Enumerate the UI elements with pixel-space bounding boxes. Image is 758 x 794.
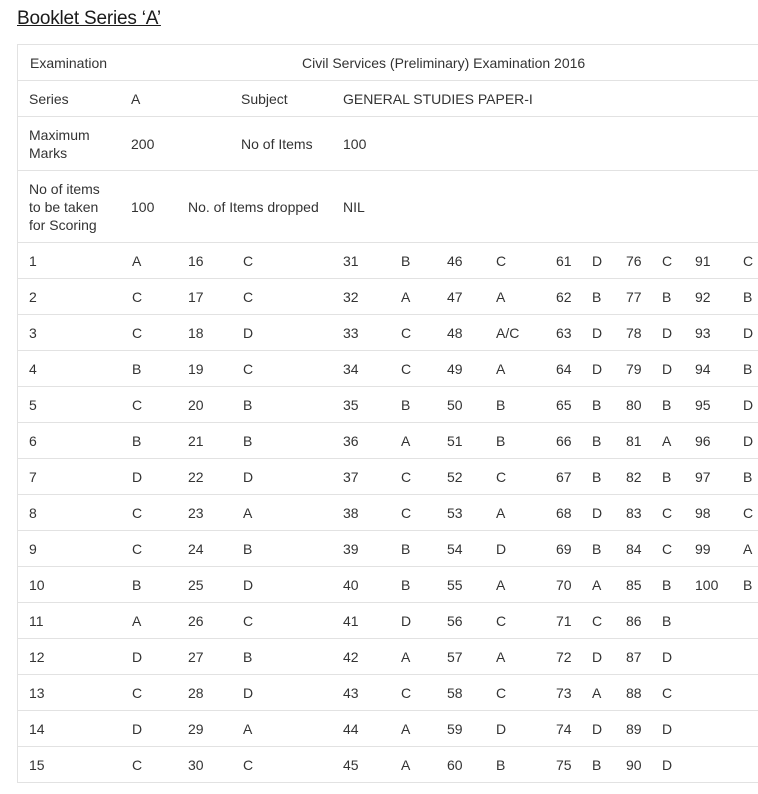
answer-key: B	[132, 577, 142, 593]
answer-key: B	[662, 397, 672, 413]
question-number: 18	[188, 325, 204, 341]
question-number: 44	[343, 721, 359, 737]
answer-key: A	[401, 649, 411, 665]
table-row	[18, 639, 758, 675]
answer-key: D	[592, 325, 603, 341]
question-number: 80	[626, 397, 642, 413]
answer-key: B	[401, 577, 411, 593]
answer-key: D	[743, 397, 754, 413]
items-label: No of Items	[241, 136, 313, 152]
answer-key: C	[132, 685, 143, 701]
answer-key: B	[496, 757, 506, 773]
question-number: 16	[188, 253, 204, 269]
answer-key: B	[592, 757, 602, 773]
answer-key: D	[592, 505, 603, 521]
question-number: 15	[29, 757, 45, 773]
question-number: 37	[343, 469, 359, 485]
answer-key: A	[496, 289, 506, 305]
answer-key: B	[132, 361, 142, 377]
answer-key: A	[243, 505, 253, 521]
question-number: 96	[695, 433, 711, 449]
answer-key: C	[662, 253, 673, 269]
question-number: 13	[29, 685, 45, 701]
table-row	[18, 423, 758, 459]
question-number: 25	[188, 577, 204, 593]
table-row	[18, 711, 758, 747]
question-number: 28	[188, 685, 204, 701]
answer-key: C	[496, 253, 507, 269]
question-number: 10	[29, 577, 45, 593]
answer-key: B	[496, 433, 506, 449]
question-number: 57	[447, 649, 463, 665]
question-number: 92	[695, 289, 711, 305]
question-number: 17	[188, 289, 204, 305]
answer-key: D	[243, 685, 254, 701]
answer-key: D	[132, 721, 143, 737]
question-number: 5	[29, 397, 37, 413]
answer-key: B	[592, 433, 602, 449]
table-row	[18, 351, 758, 387]
question-number: 30	[188, 757, 204, 773]
question-number: 51	[447, 433, 463, 449]
dropped-value: NIL	[343, 199, 365, 215]
question-number: 90	[626, 757, 642, 773]
answer-key: C	[243, 289, 254, 305]
answer-key-table	[17, 44, 758, 783]
answer-key: B	[243, 541, 253, 557]
answer-key: C	[401, 325, 412, 341]
question-number: 86	[626, 613, 642, 629]
answer-key: B	[496, 397, 506, 413]
answer-key: C	[243, 361, 254, 377]
answer-key: D	[743, 433, 754, 449]
question-number: 54	[447, 541, 463, 557]
question-number: 35	[343, 397, 359, 413]
answer-key: B	[132, 433, 142, 449]
answer-key: A	[401, 757, 411, 773]
question-number: 43	[343, 685, 359, 701]
question-number: 26	[188, 613, 204, 629]
answer-key: C	[662, 541, 673, 557]
series-row	[18, 81, 758, 117]
answer-key: D	[662, 721, 673, 737]
question-number: 53	[447, 505, 463, 521]
question-number: 72	[556, 649, 572, 665]
answer-key: C	[496, 469, 507, 485]
answer-key: C	[496, 685, 507, 701]
answer-key: B	[243, 397, 253, 413]
dropped-label: No. of Items dropped	[188, 199, 319, 215]
question-number: 31	[343, 253, 359, 269]
table-row	[18, 495, 758, 531]
question-number: 85	[626, 577, 642, 593]
subject-label: Subject	[241, 91, 288, 107]
table-row	[18, 459, 758, 495]
question-number: 14	[29, 721, 45, 737]
question-number: 77	[626, 289, 642, 305]
question-number: 36	[343, 433, 359, 449]
answer-key: D	[662, 325, 673, 341]
answer-key: B	[401, 541, 411, 557]
question-number: 42	[343, 649, 359, 665]
answer-key: C	[132, 397, 143, 413]
question-number: 55	[447, 577, 463, 593]
question-number: 29	[188, 721, 204, 737]
answer-key: A	[401, 289, 411, 305]
max-marks-label: Maximum Marks	[29, 127, 90, 161]
answer-key: C	[243, 253, 254, 269]
question-number: 67	[556, 469, 572, 485]
answer-key: B	[743, 469, 753, 485]
question-number: 49	[447, 361, 463, 377]
table-row	[18, 387, 758, 423]
answer-key: D	[592, 721, 603, 737]
question-number: 70	[556, 577, 572, 593]
table-row	[18, 675, 758, 711]
answer-key: D	[592, 649, 603, 665]
answer-key: C	[662, 505, 673, 521]
question-number: 38	[343, 505, 359, 521]
answer-key: B	[743, 361, 753, 377]
question-number: 91	[695, 253, 711, 269]
scoring-row	[18, 171, 758, 243]
question-number: 98	[695, 505, 711, 521]
answer-key: B	[662, 289, 672, 305]
question-number: 27	[188, 649, 204, 665]
answer-key: A	[401, 721, 411, 737]
answer-key: C	[132, 505, 143, 521]
answer-key: B	[662, 577, 672, 593]
answer-key: B	[243, 649, 253, 665]
answer-key: B	[743, 577, 753, 593]
question-number: 78	[626, 325, 642, 341]
scoring-value: 100	[131, 199, 155, 215]
question-number: 95	[695, 397, 711, 413]
question-number: 82	[626, 469, 642, 485]
answer-key: D	[132, 649, 143, 665]
question-number: 19	[188, 361, 204, 377]
answer-key: C	[496, 613, 507, 629]
question-number: 21	[188, 433, 204, 449]
answer-key: B	[243, 433, 253, 449]
exam-row	[18, 45, 758, 81]
page-title: Booklet Series ‘A’	[17, 8, 161, 29]
question-number: 74	[556, 721, 572, 737]
answer-key: A	[496, 649, 506, 665]
answer-key: B	[592, 469, 602, 485]
items-value: 100	[343, 136, 367, 152]
answer-key: A	[592, 685, 602, 701]
question-number: 1	[29, 253, 37, 269]
question-number: 89	[626, 721, 642, 737]
question-number: 66	[556, 433, 572, 449]
question-number: 88	[626, 685, 642, 701]
question-number: 22	[188, 469, 204, 485]
question-number: 3	[29, 325, 37, 341]
answer-key: A	[496, 361, 506, 377]
question-number: 84	[626, 541, 642, 557]
marks-row	[18, 117, 758, 171]
question-number: 23	[188, 505, 204, 521]
question-number: 45	[343, 757, 359, 773]
question-number: 52	[447, 469, 463, 485]
answer-key: D	[243, 469, 254, 485]
answer-key: D	[662, 649, 673, 665]
question-number: 8	[29, 505, 37, 521]
max-marks-value: 200	[131, 136, 155, 152]
answer-key: A	[496, 577, 506, 593]
question-number: 97	[695, 469, 711, 485]
answer-key: B	[401, 397, 411, 413]
answer-key: D	[662, 361, 673, 377]
answer-key: A	[592, 577, 602, 593]
table-row	[18, 603, 758, 639]
answer-key: A	[243, 721, 253, 737]
answer-key: A	[496, 505, 506, 521]
table-row	[18, 531, 758, 567]
answer-key: D	[496, 721, 507, 737]
question-number: 83	[626, 505, 642, 521]
table-row	[18, 243, 758, 279]
question-number: 73	[556, 685, 572, 701]
question-number: 93	[695, 325, 711, 341]
question-number: 75	[556, 757, 572, 773]
question-number: 39	[343, 541, 359, 557]
question-number: 47	[447, 289, 463, 305]
answer-key: D	[743, 325, 754, 341]
table-row	[18, 567, 758, 603]
answer-key: D	[592, 361, 603, 377]
question-number: 32	[343, 289, 359, 305]
question-number: 56	[447, 613, 463, 629]
answer-key: A	[132, 613, 142, 629]
series-value: A	[131, 91, 141, 107]
answer-key: D	[243, 577, 254, 593]
question-number: 40	[343, 577, 359, 593]
answer-key: C	[401, 505, 412, 521]
question-number: 63	[556, 325, 572, 341]
exam-label: Examination	[30, 55, 108, 71]
answer-key: C	[743, 505, 754, 521]
question-number: 9	[29, 541, 37, 557]
answer-key: C	[132, 541, 143, 557]
answer-key: D	[243, 325, 254, 341]
answer-key: A	[662, 433, 672, 449]
question-number: 61	[556, 253, 572, 269]
answer-key: C	[132, 757, 143, 773]
exam-value: Civil Services (Preliminary) Examination 2016	[302, 55, 586, 71]
question-number: 6	[29, 433, 37, 449]
question-number: 46	[447, 253, 463, 269]
answer-key: C	[243, 757, 254, 773]
question-number: 20	[188, 397, 204, 413]
answer-key: D	[496, 541, 507, 557]
answer-key: A	[132, 253, 142, 269]
question-number: 58	[447, 685, 463, 701]
question-number: 41	[343, 613, 359, 629]
question-number: 24	[188, 541, 204, 557]
answer-key: C	[743, 253, 754, 269]
question-number: 76	[626, 253, 642, 269]
question-number: 79	[626, 361, 642, 377]
question-number: 12	[29, 649, 45, 665]
answer-key: B	[592, 541, 602, 557]
answer-key: C	[401, 469, 412, 485]
question-number: 71	[556, 613, 572, 629]
answer-key: A	[743, 541, 753, 557]
question-number: 64	[556, 361, 572, 377]
table-row	[18, 279, 758, 315]
question-number: 94	[695, 361, 711, 377]
question-number: 34	[343, 361, 359, 377]
question-number: 69	[556, 541, 572, 557]
answer-key: C	[401, 361, 412, 377]
question-number: 99	[695, 541, 711, 557]
answer-key: D	[401, 613, 412, 629]
subject-value: GENERAL STUDIES PAPER-I	[343, 91, 533, 107]
question-number: 4	[29, 361, 37, 377]
question-number: 7	[29, 469, 37, 485]
scoring-label: No of items to be taken for Scoring	[29, 181, 100, 233]
question-number: 81	[626, 433, 642, 449]
answer-key: C	[401, 685, 412, 701]
answer-key: B	[592, 397, 602, 413]
answer-key: B	[662, 469, 672, 485]
question-number: 68	[556, 505, 572, 521]
question-number: 62	[556, 289, 572, 305]
question-number: 2	[29, 289, 37, 305]
question-number: 60	[447, 757, 463, 773]
answer-key: C	[243, 613, 254, 629]
answer-key: D	[132, 469, 143, 485]
table-row	[18, 315, 758, 351]
table-row	[18, 747, 758, 783]
answer-key: C	[132, 289, 143, 305]
answer-key: D	[662, 757, 673, 773]
answer-rows	[18, 243, 758, 783]
question-number: 50	[447, 397, 463, 413]
answer-key: D	[592, 253, 603, 269]
answer-key: A/C	[496, 325, 520, 341]
question-number: 48	[447, 325, 463, 341]
question-number: 65	[556, 397, 572, 413]
answer-key: A	[401, 433, 411, 449]
question-number: 100	[695, 577, 719, 593]
answer-key: B	[743, 289, 753, 305]
answer-key: C	[132, 325, 143, 341]
answer-key: C	[662, 685, 673, 701]
answer-key: B	[592, 289, 602, 305]
question-number: 11	[29, 613, 44, 629]
answer-key: B	[401, 253, 411, 269]
question-number: 59	[447, 721, 463, 737]
series-label: Series	[29, 91, 69, 107]
question-number: 87	[626, 649, 642, 665]
question-number: 33	[343, 325, 359, 341]
answer-key: B	[662, 613, 672, 629]
answer-key: C	[592, 613, 603, 629]
